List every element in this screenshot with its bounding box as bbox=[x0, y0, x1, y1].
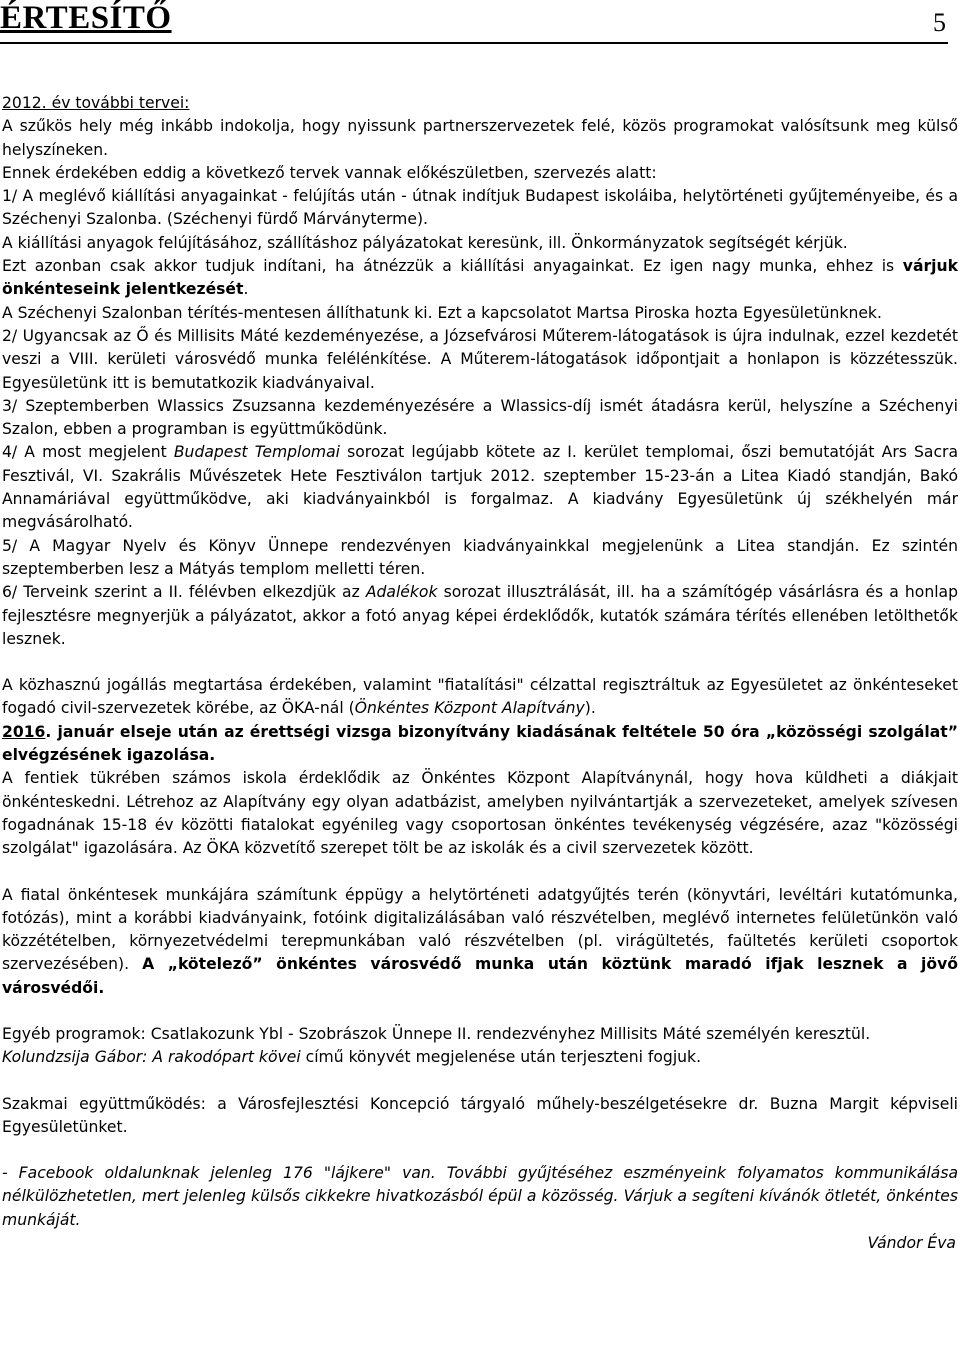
spacer bbox=[2, 1070, 958, 1093]
paragraph: Egyéb programok: Csatlakozunk Ybl - Szobrászok Ünnepe II. rendezvényhez Millisits Máté személyén keresztül. bbox=[2, 1024, 871, 1043]
newsletter-title: ÉRTESÍTŐ bbox=[0, 0, 172, 36]
spacer bbox=[2, 861, 958, 884]
book-series-title: Budapest Templomai bbox=[173, 443, 340, 462]
plan-item-2: 2/ Ugyancsak az Ő és Millisits Máté kezdeményezése, a Józsefvárosi Műterem-látogatások is újra indulnak, ezzel kezdetét veszi a VIII. kerületi városvédő munka felélénkítése. A Műterem-látogatások időpontjait a honlapon is közzétesszük. Egyesületünk itt is bemutatkozik kiadványaival. bbox=[2, 326, 958, 392]
plan-item-5: 5/ A Magyar Nyelv és Könyv Ünnepe rendezvényen kiadványainkkal megjelenünk a Litea standján. Ez szintén szeptemberben lesz a Mátyás templom melletti téren. bbox=[2, 536, 958, 578]
paragraph: A szűkös hely még inkább indokolja, hogy nyissunk partnerszervezetek felé, közös programokat valósítsunk meg külső helyszíneken. bbox=[2, 117, 958, 159]
bold-statement: A „kötelező” önkéntes városvédő munka után köztünk maradó ifjak lesznek a jövő városvédői. bbox=[2, 955, 958, 997]
series-title: Adalékok bbox=[365, 583, 438, 602]
plan-item-6: 6/ Terveink szerint a II. félévben elkezdjük az Adalékok sorozat illusztrálását, ill. ha a számítógép vásárlásra és a honlap fejlesztésre megnyerjük a pályázatot, akkor a fotó anyag képei érdeklődők, kutatók számára térítés ellenében letölthetők lesznek. bbox=[2, 583, 958, 648]
paragraph: A kiállítási anyagok felújításához, szállításhoz pályázatokat keresünk, ill. Önkormányzatok segítségét kérjük. bbox=[2, 233, 848, 252]
plan-item-1: 1/ A meglévő kiállítási anyagainkat - felújítás után - útnak indítjuk Budapest iskoláiba, helytörténeti gyűjteményeibe, és a Széchenyi Szalonba. (Széchenyi fürdő Márványterme). bbox=[2, 187, 958, 229]
facebook-paragraph: - Facebook oldalunknak jelenleg 176 "lájkere" van. További gyűjtéséhez eszményeink folyamatos kommunikálása nélkülözhetetlen, mert jelenleg külsős cikkekre hivatkozásból épül a közösség. Várjuk a segíteni kívánók ötletét, önkéntes munkáját. bbox=[2, 1164, 958, 1229]
paragraph: Ennek érdekében eddig a következő tervek vannak előkészületben, szervezés alatt: bbox=[2, 163, 657, 182]
volunteer-call: várjuk önkénteseink jelentkezését bbox=[2, 257, 958, 299]
foundation-name: Önkéntes Központ Alapítvány bbox=[354, 699, 585, 718]
paragraph: A fiatal önkéntesek munkájára számítunk éppügy a helytörténeti adatgyűjtés terén (könyvtári, levéltári kutatómunka, fotózás), mint a korábbi kiadványaink, fotóink digitalizálásában való részvételben, meglévő internetes felületünkön való közzétételben, környezetvédelmi terepmunkában való részvételben (pl. virágültetés, faültetés kerületi csoportok szervezésében). A „kötelező” önkéntes városvédő munka után köztünk maradó ifjak lesznek a jövő városvédői. bbox=[2, 885, 958, 997]
paragraph: A fentiek tükrében számos iskola érdeklődik az Önkéntes Központ Alapítványnál, hogy hova küldheti a diákjait önkénteskedni. Létrehoz az Alapítvány egy olyan adatbázist, amelyben nyilvántartják a szervezeteket, amelyek szívesen fogadnának 15-18 év közötti fiatalokat egyénileg vagy csoportosan önkéntes tevékenység végzésére, azaz "közösségi szolgálat" igazolására. Az ÖKA közvetítő szerepet tölt be az iskolák és a civil szervezetek között. bbox=[2, 769, 958, 858]
highlight-notice: 2016. január elseje után az érettségi vizsga bizonyítvány kiadásának feltétele 50 óra „közösségi szolgálat” elvégzésének igazolása. bbox=[2, 722, 958, 765]
plan-item-4: 4/ A most megjelent Budapest Templomai sorozat legújabb kötete az I. kerület templomai, őszi bemutatóját Ars Sacra Fesztivál, VI. Szakrális Művészetek Hete Fesztiválon tartjuk 2012. szeptember 15-23-án a Litea Kiadó standján, Bakó Annamáriával együttműködve, aki kiadványainkból is forgalmaz. A kiadvány Egyesületünk új székhelyén már megvásárolható. bbox=[2, 443, 958, 532]
plans-heading: 2012. év további tervei: bbox=[2, 94, 190, 112]
spacer bbox=[2, 1000, 958, 1023]
paragraph: A Széchenyi Szalonban térítés-mentesen állíthatunk ki. Ezt a kapcsolatot Martsa Piroska hozta Egyesületünknek. bbox=[2, 303, 882, 322]
book-title: Kolundzsija Gábor: A rakodópart kövei bbox=[2, 1048, 301, 1067]
article-body bbox=[2, 92, 958, 1255]
spacer bbox=[2, 651, 958, 674]
page-number: 5 bbox=[933, 8, 946, 37]
plan-item-3: 3/ Szeptemberben Wlassics Zsuzsanna kezdeményezésére a Wlassics-díj ismét átadásra kerül, helyszíne a Széchenyi Szalon, ebben a programban is együttműködünk. bbox=[2, 396, 958, 439]
paragraph: Kolundzsija Gábor: A rakodópart kövei című könyvét megjelenése után terjeszteni fogjuk. bbox=[2, 1048, 702, 1067]
paragraph: A közhasznú jogállás megtartása érdekében, valamint "fiatalítási" célzattal regisztráltuk az Egyesületet az önkénteseket fogadó civil-szervezetek körébe, az ÖKA-nál (Önkéntes Központ Alapítvány). bbox=[2, 676, 958, 718]
paragraph: Ezt azonban csak akkor tudjuk indítani, ha átnézzük a kiállítási anyagainkat. Ez igen nagy munka, ehhez is várjuk önkénteseink jelentkezését. bbox=[2, 257, 958, 299]
spacer bbox=[2, 1139, 958, 1162]
paragraph: Szakmai együttműködés: a Városfejlesztési Koncepció tárgyaló műhely-beszélgetésekre dr. Buzna Margit képviseli Egyesületünket. bbox=[2, 1094, 958, 1136]
author-signature: Vándor Éva bbox=[867, 1234, 956, 1253]
page-header bbox=[0, 0, 948, 44]
